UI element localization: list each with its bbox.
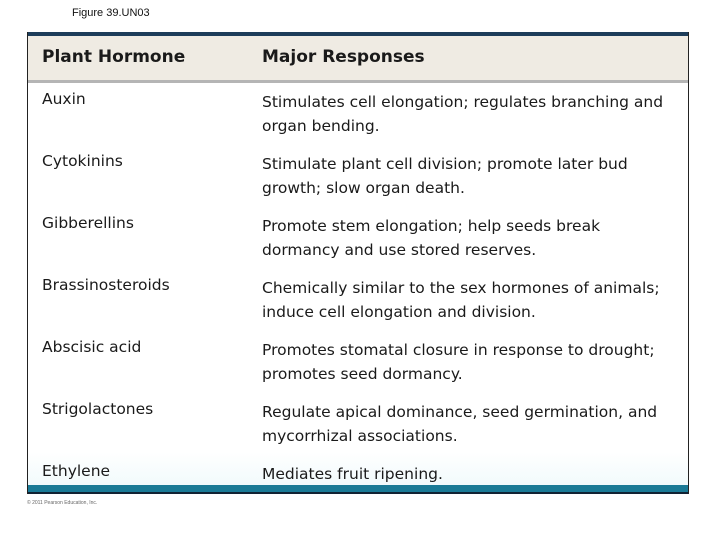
- hormone-name: Cytokinins: [42, 152, 123, 170]
- hormone-name: Brassinosteroids: [42, 276, 170, 294]
- figure-label: Figure 39.UN03: [72, 7, 150, 19]
- hormone-name: Abscisic acid: [42, 338, 142, 356]
- hormone-name: Auxin: [42, 90, 86, 108]
- header-major-responses: Major Responses: [262, 47, 425, 67]
- hormone-response: Promotes stomatal closure in response to drought; promotes seed dormancy.: [262, 341, 655, 383]
- hormone-response: Mediates fruit ripening.: [262, 465, 443, 483]
- hormone-response: Stimulates cell elongation; regulates branching and organ bending.: [262, 93, 664, 135]
- table-bottom-border: [28, 485, 688, 494]
- copyright: © 2011 Pearson Education, Inc.: [27, 500, 98, 506]
- hormone-response: Chemically similar to the sex hormones of animals; induce cell elongation and division.: [262, 279, 660, 321]
- hormone-response: Stimulate plant cell division; promote later bud growth; slow organ death.: [262, 155, 628, 197]
- plant-hormone-table: [27, 32, 689, 494]
- hormone-response: Regulate apical dominance, seed germination, and mycorrhizal associations.: [262, 403, 658, 445]
- hormone-response: Promote stem elongation; help seeds break dormancy and use stored reserves.: [262, 217, 601, 259]
- hormone-name: Ethylene: [42, 462, 111, 480]
- table-header: [28, 36, 688, 83]
- hormone-name: Strigolactones: [42, 400, 154, 418]
- hormone-name: Gibberellins: [42, 214, 134, 232]
- header-plant-hormone: Plant Hormone: [42, 47, 186, 67]
